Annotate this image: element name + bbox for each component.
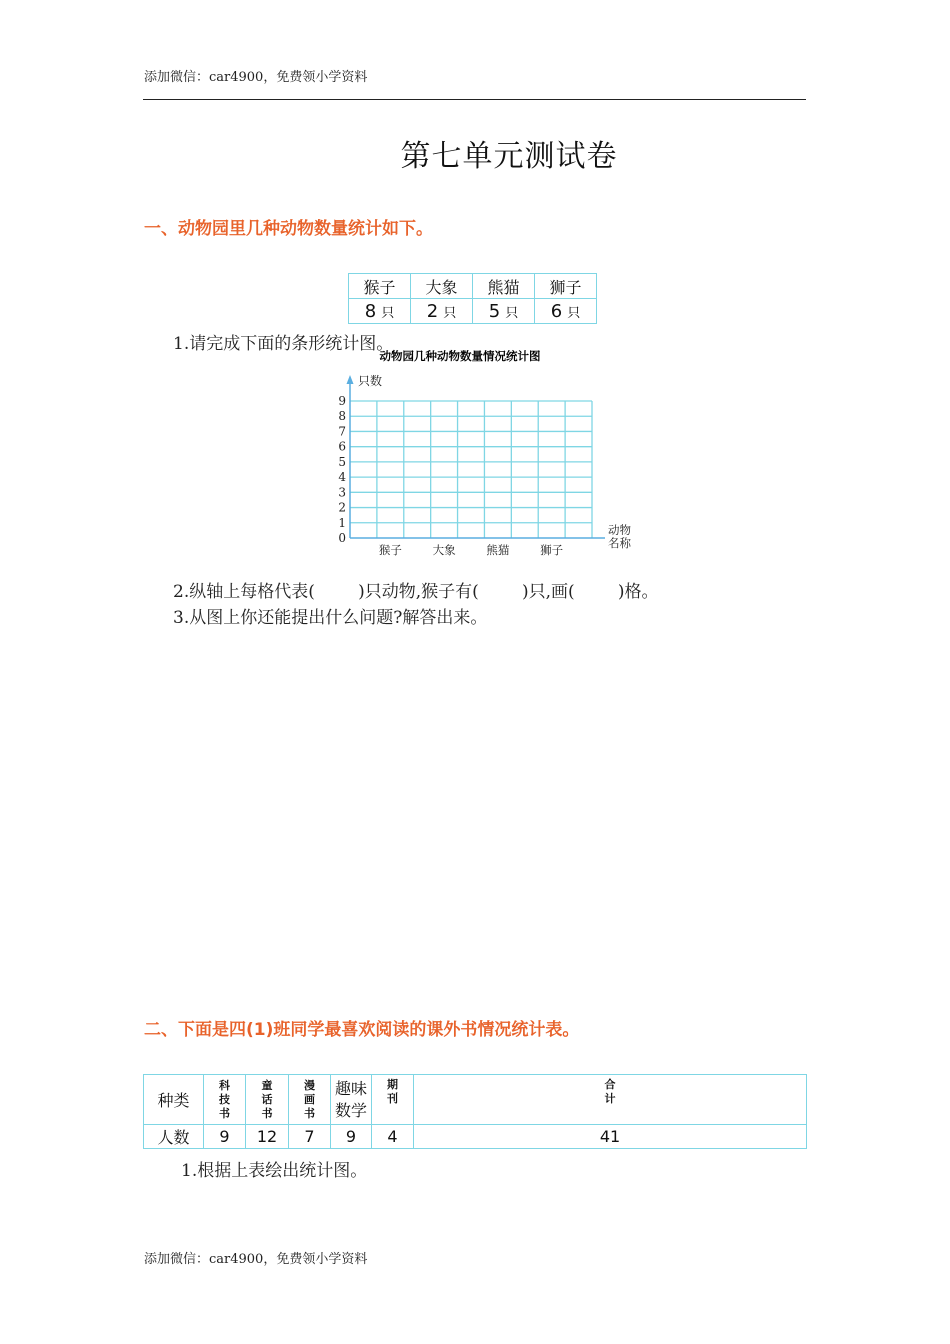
animal-count-cell [411,299,473,324]
table-row [144,1075,807,1125]
count-value: 8 [364,300,377,322]
x-axis-label: 名称 [608,536,631,550]
category-label: 趣味 数学 [334,1078,367,1120]
category-label: 科 技 书 [219,1078,230,1120]
category-cell [204,1075,246,1125]
y-tick-label: 1 [338,515,346,530]
total-label: 合 计 [604,1078,616,1105]
question-2-1: 1.根据上表绘出统计图。 [181,1161,368,1181]
count-value: 5 [488,300,501,322]
count-unit: 只 [505,305,519,321]
count-value: 6 [550,300,563,322]
y-axis-arrow [347,375,354,384]
count-value: 2 [426,300,439,322]
question-1-1: 1.请完成下面的条形统计图。 [173,334,394,354]
category-cell [246,1075,289,1125]
animal-name-cell: 狮子 [535,274,597,299]
section-2-heading: 二、下面是四(1)班同学最喜欢阅读的课外书情况统计表。 [144,1020,580,1040]
category-label: 童 话 书 [261,1078,273,1120]
y-tick-label: 3 [338,485,346,500]
y-tick-label: 2 [338,500,346,515]
total-value-cell: 41 [414,1125,807,1149]
category-cell [331,1075,372,1125]
x-tick-label: 狮子 [540,543,564,557]
y-tick-label: 7 [338,424,346,439]
y-tick-label: 6 [338,439,346,454]
category-cell [289,1075,331,1125]
count-unit: 只 [443,305,457,321]
bar-chart [330,346,650,560]
y-tick-label: 9 [338,394,346,408]
page-title: 第七单元测试卷 [400,139,618,174]
row-label-cell: 种类 [144,1075,204,1125]
animal-count-cell [535,299,597,324]
x-tick-label: 猴子 [378,543,402,557]
table-row [144,1125,807,1149]
x-tick-label: 大象 [432,543,456,557]
x-axis-label: 动物 [608,523,631,537]
animal-count-cell [349,299,411,324]
section-1-heading: 一、动物园里几种动物数量统计如下。 [144,219,433,239]
question-1-3: 3.从图上你还能提出什么问题?解答出来。 [173,608,488,628]
y-tick-label: 8 [338,409,346,424]
value-cell: 9 [331,1125,372,1149]
animal-name-cell: 熊猫 [473,274,535,299]
animal-count-cell [473,299,535,324]
table-row [349,299,597,324]
value-cell: 4 [372,1125,414,1149]
header-rule [143,99,806,100]
animal-name-cell: 猴子 [349,274,411,299]
animal-count-table [348,273,597,324]
y-axis-label: 只数 [358,374,383,388]
category-cell [372,1075,414,1125]
table-row [349,274,597,299]
value-cell: 7 [289,1125,331,1149]
chart-title: 动物园几种动物数量情况统计图 [379,349,541,363]
category-label: 期 刊 [387,1078,398,1105]
y-tick-label: 0 [338,531,346,545]
footer-watermark: 添加微信：car4900，免费领小学资料 [144,1252,368,1267]
y-tick-label: 4 [338,470,346,485]
animal-name-cell: 大象 [411,274,473,299]
header-watermark: 添加微信：car4900，免费领小学资料 [144,70,368,85]
row-label-cell: 人数 [144,1125,204,1149]
question-1-2: 2.纵轴上每格代表( )只动物,猴子有( )只,画( )格。 [173,582,659,602]
count-unit: 只 [567,305,581,321]
book-survey-table [143,1074,807,1149]
total-header-cell [414,1075,807,1125]
category-label: 漫 画 书 [304,1078,315,1120]
value-cell: 9 [204,1125,246,1149]
y-tick-label: 5 [338,454,346,469]
x-tick-label: 熊猫 [486,543,510,557]
value-cell: 12 [246,1125,289,1149]
count-unit: 只 [381,305,395,321]
